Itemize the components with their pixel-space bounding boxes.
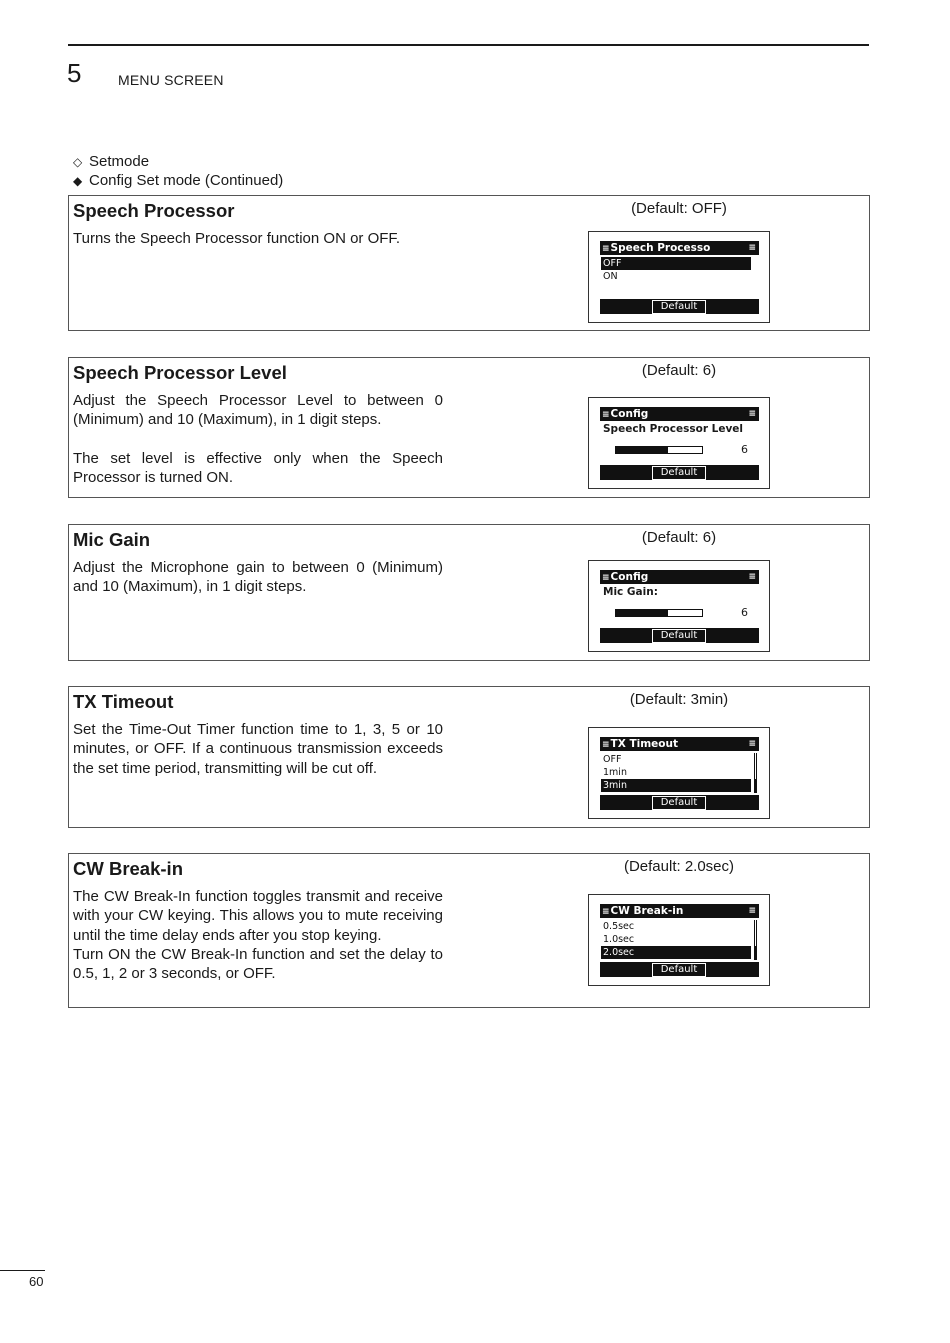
lcd-setting-label: Speech Processor Level xyxy=(603,423,744,435)
default-value: (Default: 3min) xyxy=(629,691,729,708)
description-paragraph: Adjust the Speech Processor Level to between 0 (Minimum) and 10 (Maximum), in 1 digit steps. xyxy=(73,392,443,429)
lcd-setting-label: Mic Gain: xyxy=(603,586,658,598)
default-softkey-button[interactable]: Default xyxy=(652,629,706,643)
lcd-option-selected[interactable]: OFF xyxy=(601,257,751,270)
scroll-indicator-icon: ≡ xyxy=(748,572,756,582)
page-number: 60 xyxy=(29,1274,44,1289)
lcd-title-bar xyxy=(600,407,759,421)
diamond-filled-icon: ◆ xyxy=(73,174,83,188)
description-paragraph: Turn ON the CW Break-In function and set the delay to 0.5, 1, 2 or 3 seconds, or OFF. xyxy=(73,945,443,983)
breadcrumb-label: Setmode xyxy=(89,153,150,170)
lcd-scrollbar[interactable] xyxy=(754,920,757,960)
lcd-title-bar xyxy=(600,241,759,255)
description-paragraph: The set level is effective only when the Speech Processor is turned ON. xyxy=(73,449,443,486)
section-tx-timeout xyxy=(68,686,870,828)
lcd-display xyxy=(600,904,759,977)
lcd-title: Config xyxy=(610,408,649,420)
description-paragraph: Set the Time-Out Timer function time to 1, 3, 5 or 10 minutes, or OFF. If a continuous transmission exceeds the set time period, transmitting will be cut off. xyxy=(73,721,443,777)
section-title: Mic Gain xyxy=(73,529,151,550)
lcd-option-list xyxy=(601,753,751,792)
lcd-softkey-bar xyxy=(600,795,759,810)
menu-icon: ≡ xyxy=(602,740,610,750)
default-value: (Default: 6) xyxy=(641,529,717,546)
breadcrumb-label: Config Set mode (Continued) xyxy=(89,172,284,189)
lcd-display xyxy=(600,407,759,480)
chapter-title: MENU SCREEN xyxy=(118,72,224,88)
lcd-title: CW Break-in xyxy=(610,905,684,917)
lcd-softkey-bar xyxy=(600,299,759,314)
lcd-option[interactable]: OFF xyxy=(603,754,622,765)
scroll-indicator-icon: ≡ xyxy=(748,409,756,419)
section-title: Speech Processor xyxy=(73,200,235,221)
description-paragraph: Turns the Speech Processor function ON or OFF. xyxy=(73,230,401,247)
chapter-number: 5 xyxy=(67,58,82,88)
lcd-display xyxy=(600,241,759,314)
lcd-display xyxy=(600,737,759,810)
lcd-option[interactable]: 0.5sec xyxy=(603,921,635,932)
level-value: 6 xyxy=(741,443,748,456)
level-value: 6 xyxy=(741,606,748,619)
lcd-title: Config xyxy=(610,571,649,583)
menu-icon: ≡ xyxy=(602,907,610,917)
scrollbar-thumb xyxy=(755,946,756,960)
default-value: (Default: 6) xyxy=(641,362,717,379)
scroll-indicator-icon: ≡ xyxy=(748,739,756,749)
section-description xyxy=(73,558,443,597)
default-softkey-button[interactable]: Default xyxy=(652,796,706,810)
section-title: Speech Processor Level xyxy=(73,362,287,383)
menu-icon: ≡ xyxy=(602,410,610,420)
lcd-screen xyxy=(588,727,770,819)
diamond-outline-icon: ◇ xyxy=(73,155,83,169)
default-softkey-button[interactable]: Default xyxy=(652,466,706,480)
scroll-indicator-icon: ≡ xyxy=(748,906,756,916)
default-value: (Default: OFF) xyxy=(631,200,727,217)
breadcrumb-setmode xyxy=(73,153,149,170)
lcd-screen xyxy=(588,231,770,323)
lcd-option[interactable]: 1.0sec xyxy=(603,934,635,945)
section-title: CW Break-in xyxy=(73,858,183,879)
description-paragraph: The CW Break-In function toggles transmit and receive with your CW keying. This allows you to mute receiving until the time delay ends after you stop keying. xyxy=(73,888,443,944)
section-description xyxy=(73,887,443,983)
level-bar[interactable] xyxy=(615,446,703,454)
lcd-option-selected[interactable]: 2.0sec xyxy=(601,946,751,959)
lcd-title-bar xyxy=(600,904,759,918)
level-bar[interactable] xyxy=(615,609,703,617)
scroll-indicator-icon: ≡ xyxy=(748,243,756,253)
lcd-title: Speech Processo xyxy=(610,242,711,254)
lcd-screen xyxy=(588,894,770,986)
lcd-title-bar xyxy=(600,570,759,584)
lcd-softkey-bar xyxy=(600,962,759,977)
menu-icon: ≡ xyxy=(602,244,610,254)
lcd-option-selected[interactable]: 3min xyxy=(601,779,751,792)
scrollbar-thumb xyxy=(755,779,756,793)
breadcrumb-config xyxy=(73,172,283,189)
section-description xyxy=(73,391,443,487)
default-value: (Default: 2.0sec) xyxy=(623,858,735,875)
section-speech-processor-level xyxy=(68,357,870,498)
lcd-title: TX Timeout xyxy=(610,738,678,750)
lcd-option[interactable]: ON xyxy=(603,271,618,282)
lcd-softkey-bar xyxy=(600,628,759,643)
lcd-option-list xyxy=(601,920,751,959)
description-paragraph: Adjust the Microphone gain to between 0 (Minimum) and 10 (Maximum), in 1 digit steps. xyxy=(73,559,443,596)
lcd-option-list xyxy=(601,257,751,283)
lcd-title-bar xyxy=(600,737,759,751)
section-description xyxy=(73,229,443,248)
default-softkey-button[interactable]: Default xyxy=(652,963,706,977)
lcd-option[interactable]: 1min xyxy=(603,767,627,778)
section-speech-processor xyxy=(68,195,870,331)
section-mic-gain xyxy=(68,524,870,661)
top-rule xyxy=(68,44,869,46)
lcd-scrollbar[interactable] xyxy=(754,753,757,793)
section-cw-break-in xyxy=(68,853,870,1008)
level-bar-fill xyxy=(616,610,668,616)
lcd-screen xyxy=(588,397,770,489)
default-softkey-button[interactable]: Default xyxy=(652,300,706,314)
section-description xyxy=(73,720,443,778)
footer-rule xyxy=(0,1270,45,1271)
menu-icon: ≡ xyxy=(602,573,610,583)
lcd-softkey-bar xyxy=(600,465,759,480)
section-title: TX Timeout xyxy=(73,691,174,712)
lcd-display xyxy=(600,570,759,643)
lcd-screen xyxy=(588,560,770,652)
level-bar-fill xyxy=(616,447,668,453)
